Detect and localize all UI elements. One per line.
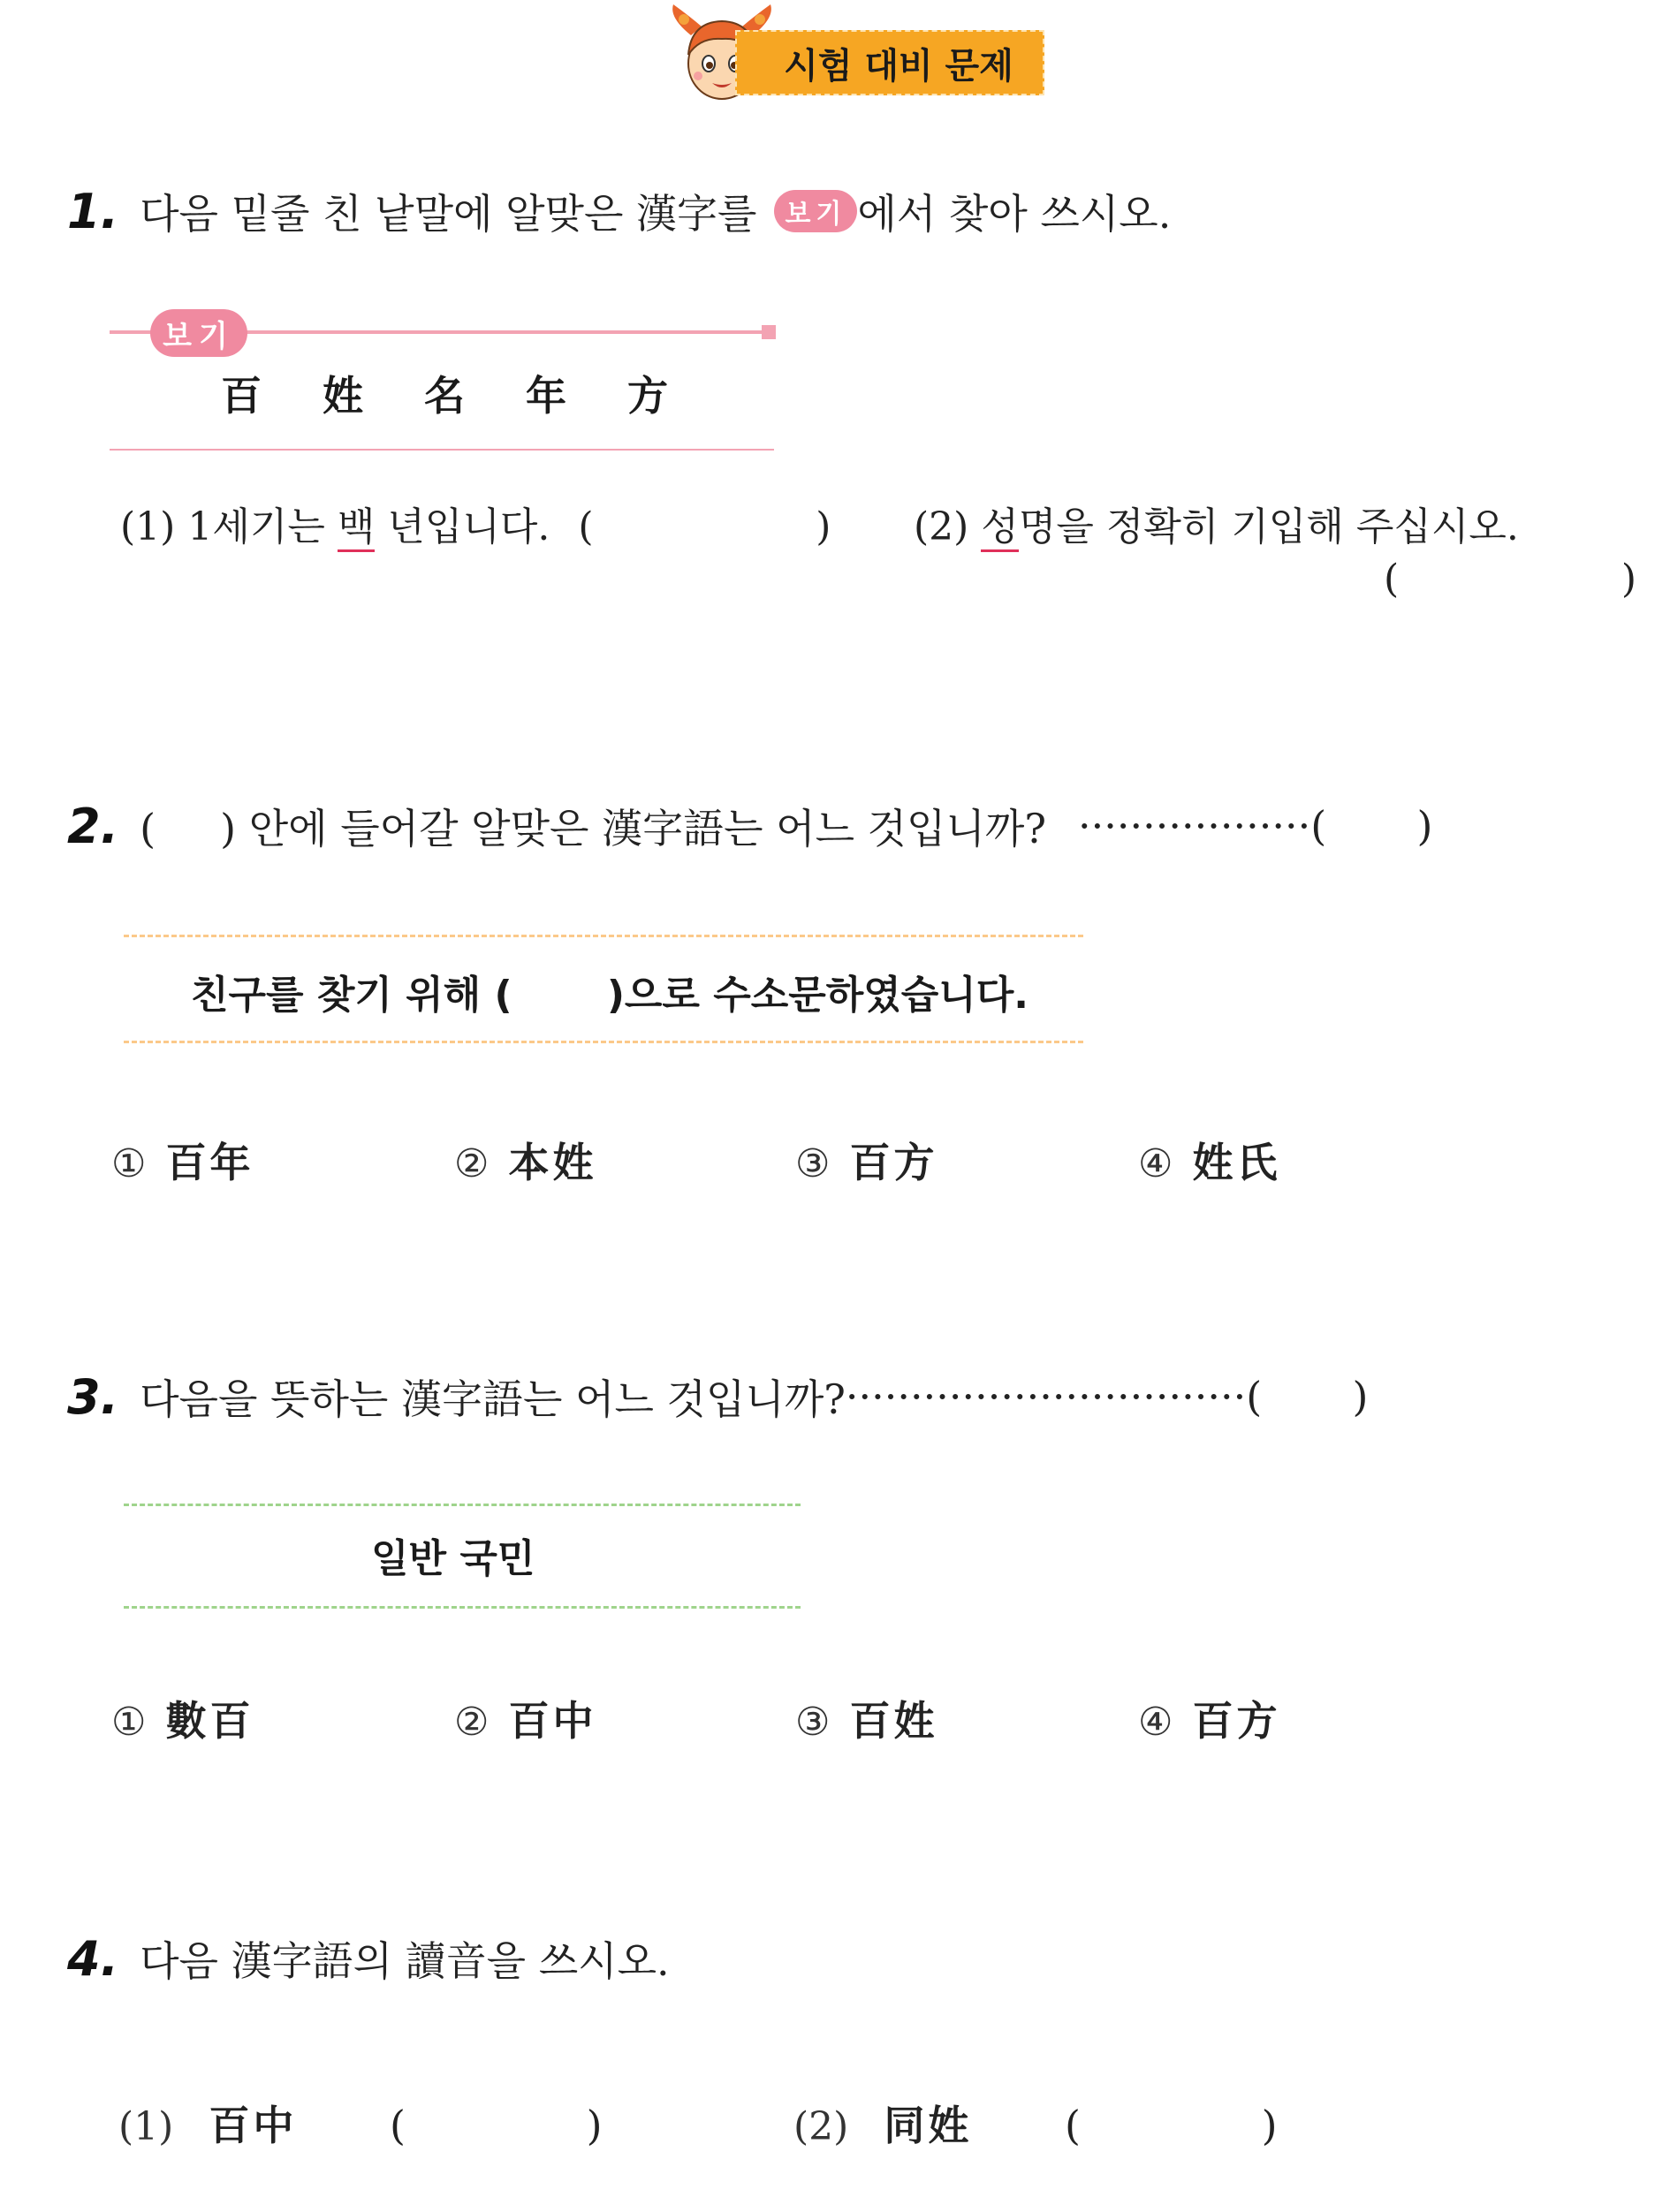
choice-option[interactable]	[111, 1689, 254, 1747]
choice-number: ②	[454, 1700, 490, 1745]
sentence-box-top-border	[124, 1504, 801, 1506]
choice-option[interactable]	[1138, 1131, 1280, 1189]
choice-number: ④	[1138, 1141, 1173, 1186]
bogi-characters	[221, 364, 729, 422]
choice-number: ②	[454, 1141, 490, 1186]
item-number: (2)	[793, 2104, 849, 2149]
choice-option[interactable]	[795, 1689, 937, 1747]
choice-number: ③	[795, 1141, 831, 1186]
item-text-post: 년입니다.	[375, 504, 550, 549]
bogi-char: 名	[424, 372, 465, 420]
question-text-after: 에서 찾아 쓰시오.	[857, 190, 1172, 238]
answer-blank[interactable]: ··················( )	[1078, 802, 1433, 850]
bogi-box-end-marker	[762, 325, 776, 339]
sentence-box-top-border	[124, 935, 1083, 937]
q1-item-2	[914, 495, 1519, 551]
bogi-char: 年	[526, 372, 566, 420]
answer-blank[interactable]: ·······························( )	[845, 1373, 1369, 1420]
choice-hanja: 百方	[1192, 1697, 1281, 1745]
bogi-char: 百	[221, 372, 262, 420]
choice-hanja: 百姓	[849, 1697, 938, 1745]
item-text-post: 명을 정확히 기입해 주십시오.	[1018, 504, 1519, 549]
item-number: (1)	[118, 2104, 174, 2149]
item-hanja: 百中	[209, 2102, 298, 2149]
question-number: 1.	[67, 183, 119, 239]
choice-hanja: 數百	[165, 1697, 254, 1745]
choice-number: ③	[795, 1700, 831, 1745]
choice-number: ①	[111, 1700, 147, 1745]
item-text-pre: 1세기는	[187, 504, 338, 549]
choice-option[interactable]	[454, 1131, 596, 1189]
choice-option[interactable]	[795, 1131, 937, 1189]
example-phrase: 일반 국민	[371, 1536, 535, 1581]
answer-blank[interactable]: ( )	[389, 2102, 603, 2149]
bogi-pill: 보기	[774, 190, 857, 232]
answer-blank[interactable]: ( )	[1064, 2102, 1278, 2149]
question-2	[67, 797, 1432, 855]
choice-hanja: 姓氏	[1192, 1139, 1281, 1186]
question-number: 2.	[67, 798, 119, 854]
choice-number: ①	[111, 1141, 147, 1186]
question-number: 3.	[67, 1368, 119, 1425]
question-1	[67, 182, 1171, 240]
item-number: (1)	[120, 504, 176, 549]
question-text: 다음 밑줄 친 낱말에 알맞은 漢字를	[140, 190, 757, 238]
q4-item-1	[118, 2094, 603, 2152]
choice-option[interactable]	[454, 1689, 596, 1747]
question-number: 4.	[67, 1930, 119, 1987]
bogi-char: 姓	[323, 372, 363, 420]
section-title: 시험 대비 문제	[784, 45, 1013, 87]
answer-blank[interactable]: ( )	[578, 504, 831, 549]
question-text: 다음을 뜻하는 漢字語는 어느 것입니까?	[140, 1375, 846, 1423]
question-text: ( ) 안에 들어갈 알맞은 漢字語는 어느 것입니까?	[140, 805, 1047, 852]
question-4	[67, 1929, 670, 1988]
choice-option[interactable]	[111, 1131, 254, 1189]
choice-option[interactable]	[1138, 1689, 1280, 1747]
choice-hanja: 本姓	[508, 1139, 597, 1186]
bogi-box-bottom-line	[110, 449, 774, 451]
bogi-char: 方	[627, 372, 668, 420]
underlined-word: 백	[338, 504, 376, 552]
sentence-box-bottom-border	[124, 1606, 801, 1609]
q4-item-2	[793, 2094, 1278, 2152]
q1-item-1	[120, 495, 831, 551]
item-number: (2)	[914, 504, 969, 549]
choice-number: ④	[1138, 1700, 1173, 1745]
bogi-label: 보기	[150, 309, 247, 357]
sentence-box-bottom-border	[124, 1041, 1083, 1043]
choice-hanja: 百年	[165, 1139, 254, 1186]
choice-hanja: 百中	[508, 1697, 597, 1745]
section-title-badge	[735, 30, 1044, 95]
item-hanja: 同姓	[884, 2102, 973, 2149]
choice-hanja: 百方	[849, 1139, 938, 1186]
question-text: 다음 漢字語의 讀音을 쓰시오.	[140, 1937, 670, 1985]
underlined-word: 성	[981, 504, 1019, 552]
question-3	[67, 1367, 1368, 1426]
example-sentence: 친구를 찾기 위해 ( )으로 수소문하였습니다.	[191, 973, 1029, 1018]
answer-blank[interactable]: ( )	[1384, 557, 1637, 602]
